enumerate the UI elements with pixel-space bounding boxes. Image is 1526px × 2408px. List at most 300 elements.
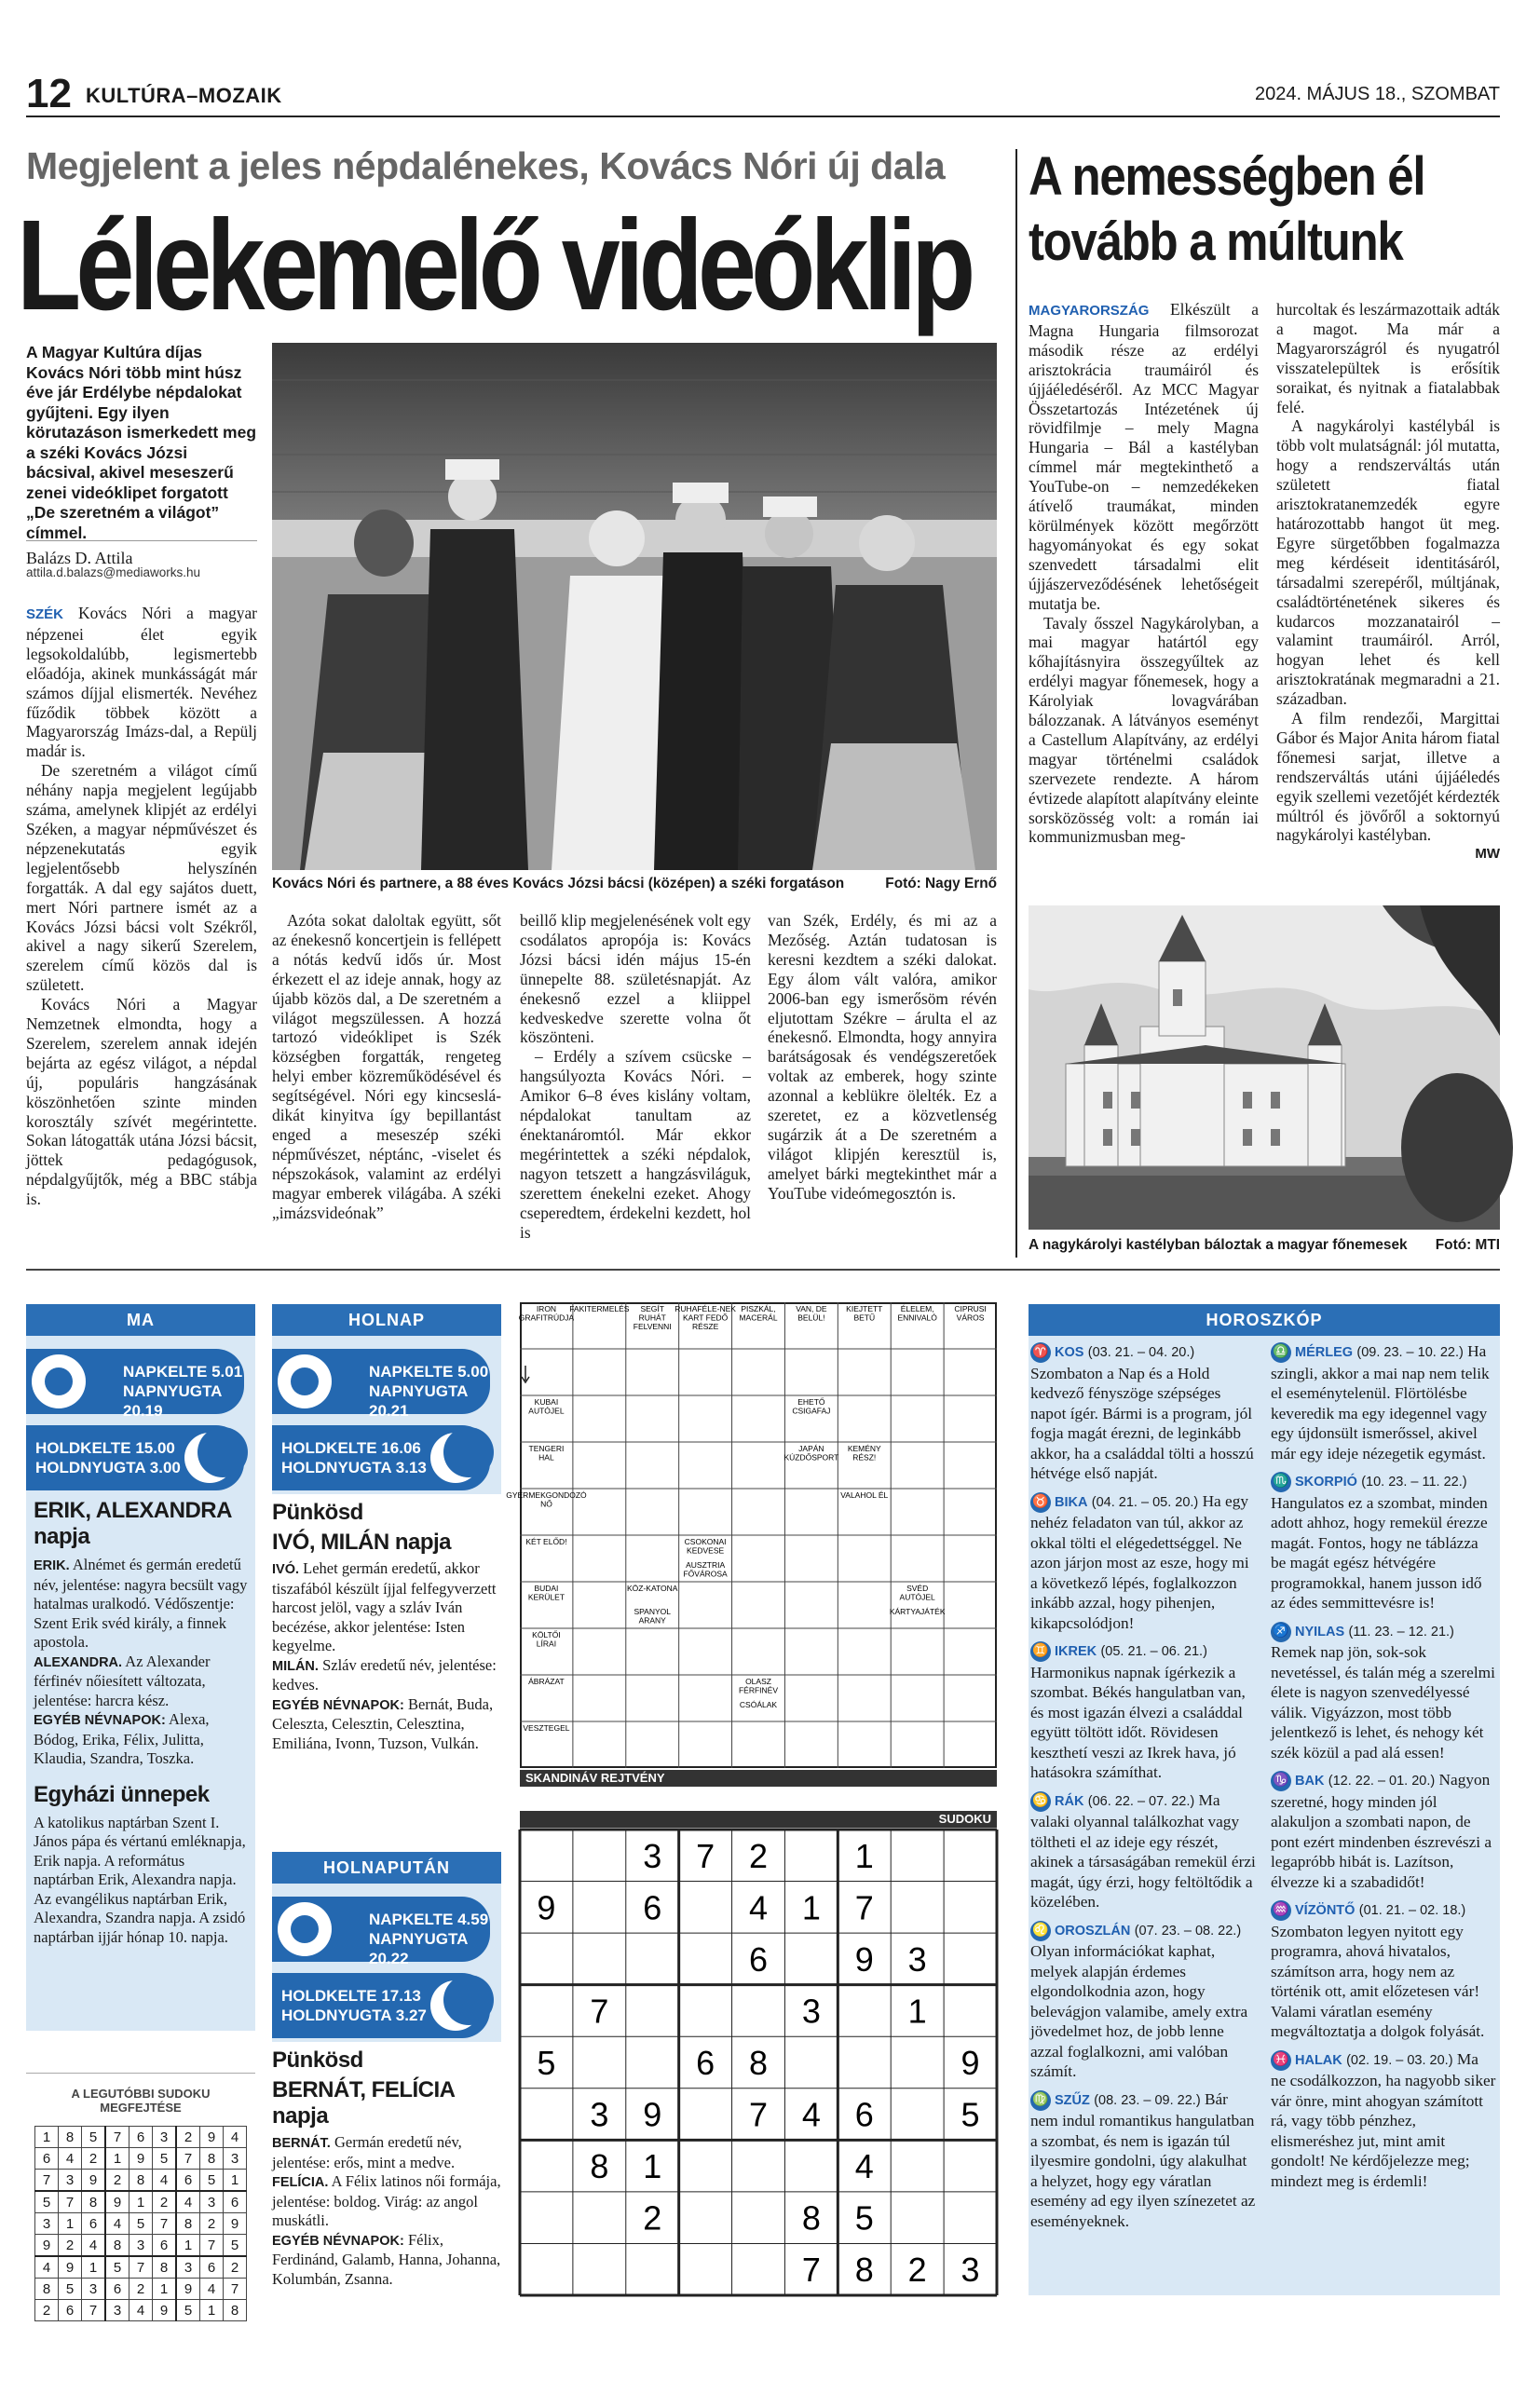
horoscope-text: Ha egy nehéz feladaton van túl, akkor az okkal tölti el elégedettséggel. Ne azon járjon most az esze, hogy mi a következő lépés, foglalkozzon inkább azzal, hogy pihenjen, kikapcsolódjon! (1030, 1491, 1249, 1632)
sudoku-cell[interactable]: 6 (748, 1939, 769, 1979)
solution-cell: 7 (200, 2235, 224, 2257)
solution-cell: 7 (153, 2213, 177, 2235)
crossword-clue: CSOKONAI KEDVESE (684, 1537, 727, 1556)
solution-row (35, 2279, 247, 2300)
sudoku-cell[interactable]: 1 (907, 1992, 927, 2031)
name-label: BERNÁT. (272, 2136, 331, 2151)
solution-cell: 8 (105, 2235, 129, 2257)
solution-cell: 4 (82, 2235, 106, 2257)
solution-cell: 7 (105, 2127, 129, 2148)
zodiac-dates: (05. 21. – 06. 21.) (1100, 1644, 1207, 1659)
name-label: IVÓ. (272, 1562, 300, 1577)
section-divider (26, 1269, 1500, 1271)
solution-cell: 4 (35, 2256, 59, 2279)
zodiac-icon: ♊ (1030, 1641, 1051, 1662)
solution-cell: 4 (153, 2170, 177, 2192)
name-description: A Félix latinos női formája, jelentése: boldog. Virág: az angol muskátli. (272, 2172, 501, 2229)
paragraph: Tavaly ősszel Nagykárolyban, a mai magyar határtól egy kőhajításnyira összegyűltek az erdélyi magyar főnemesek, hogy a Károlyiak lovagvárában bálozzanak. A látványos eseményt a Castellum Alapítvány, az erdélyi magyar történelmi családok szervezete rendezte. A három évtizede alapított alapítvány eleinte sorsközösség volt: a román iai kommunizmusban meg- (1029, 613, 1259, 847)
solution-cell: 8 (35, 2279, 59, 2300)
sun-icon (32, 1354, 86, 1408)
name-label: EGYÉB NÉVNAPOK: (272, 1697, 404, 1713)
solution-cell: 2 (200, 2213, 224, 2235)
feast-title: Egyházi ünnepek (34, 1781, 210, 1807)
issue-date: 2024. MÁJUS 18., SZOMBAT (1254, 84, 1500, 104)
author-name: Balázs D. Attila (26, 540, 257, 568)
zodiac-dates: (03. 21. – 04. 20.) (1087, 1345, 1195, 1360)
name-description: Félix, Ferdinánd, Galamb, Hanna, Johanna, Kolumbán, Zsanna. (272, 2230, 501, 2288)
panel-title: HOLNAP (272, 1304, 501, 1336)
sudoku-cell[interactable]: 1 (854, 1836, 874, 1875)
sudoku-cell[interactable]: 8 (748, 2044, 769, 2082)
crossword-clue: KÉT ELŐD! (525, 1537, 567, 1546)
sudoku-cell[interactable]: 7 (696, 1836, 715, 1875)
solution-cell: 4 (59, 2148, 82, 2170)
crossword-grid (506, 1302, 997, 1768)
side-article-headline (1029, 144, 1443, 275)
solution-cell: 2 (59, 2235, 82, 2257)
moonrise: HOLDKELTE 16.06 (281, 1439, 421, 1457)
horoscope-column-right (1271, 1341, 1496, 2198)
zodiac-dates: (06. 22. – 07. 22.) (1087, 1793, 1195, 1809)
sudoku-title: SUDOKU (520, 1811, 997, 1828)
zodiac-icon: ♌ (1030, 1921, 1051, 1941)
page-header (26, 73, 1500, 117)
solution-cell: 7 (129, 2256, 153, 2279)
solution-cell: 5 (129, 2213, 153, 2235)
solution-cell: 2 (176, 2127, 200, 2148)
solution-row (35, 2235, 247, 2257)
horoscope-text: Ma valaki olyannal találkozhat vagy töltheti el az ideje egy részét, akinek a társaságában remekül érzi magát, úgy érzi, hogy feltöltődik a közelében. (1030, 1790, 1256, 1911)
solution-cell: 3 (153, 2127, 177, 2148)
zodiac-icon: ♒ (1271, 1900, 1291, 1921)
horoscope-entry (1030, 1640, 1256, 1783)
sunset: NAPNYUGTA 20.19 (123, 1382, 222, 1420)
name-description: Lehet germán eredetű, akkor tiszafából készült íjjal felfegyverzett harcost jelöl, vagy a szláv Iván becézése, akkor jelentése: Isten kegyelme. (272, 1559, 497, 1654)
solution-cell: 7 (35, 2170, 59, 2192)
nameday-text (34, 1556, 248, 1769)
solution-cell: 5 (176, 2300, 200, 2321)
moon-icon (184, 1433, 235, 1483)
solution-cell: 5 (82, 2127, 106, 2148)
solution-cell: 7 (176, 2148, 200, 2170)
name-description: Az Alexander férfinév nőiesített változata, jelentése: harcra kész. (34, 1652, 211, 1709)
crossword-clue: ÁBRÁZAT (528, 1677, 565, 1686)
solution-row (35, 2256, 247, 2279)
solution-cell: 4 (105, 2213, 129, 2235)
sudoku-cell[interactable]: 2 (748, 1836, 769, 1875)
sudoku-cell[interactable]: 9 (854, 1939, 874, 1979)
zodiac-name: SZŰZ (1055, 2092, 1090, 2108)
sudoku-cell[interactable]: 7 (801, 2251, 821, 2290)
paragraph: hurcoltak és leszármazottaik adták a magot. Ma már a Magyarországról és nyugatról visszatelepültek is erősítik soraikat, és nyitnak a fiatalabbak felé. (1276, 300, 1500, 416)
crossword-clue: IRON GRAFITRÚDJA (518, 1304, 575, 1323)
sudoku-cell[interactable]: 5 (537, 2044, 556, 2082)
horoscope-column-left (1029, 1341, 1256, 2238)
solution-cell: 6 (200, 2256, 224, 2279)
horoscope-entry (1030, 1491, 1256, 1634)
solution-cell: 1 (153, 2279, 177, 2300)
moon-icon (430, 1433, 481, 1483)
crossword-clue: KIEJTETT BETŰ (846, 1304, 883, 1323)
zodiac-name: IKREK (1055, 1644, 1097, 1659)
zodiac-icon: ♉ (1030, 1492, 1051, 1513)
zodiac-icon: ♋ (1030, 1791, 1051, 1812)
horoscope-text: Ma ne csodálkozzon, ha nagyobb siker vár önre, mint ahogyan számított rá, vagy több pénzhez, elismeréshez jut, mint amit gondolt! Ne kérdőjelezze meg; mindezt meg is érdemli! (1271, 2049, 1496, 2190)
solution-cell: 5 (105, 2256, 129, 2279)
name-label: ALEXANDRA. (34, 1654, 123, 1670)
solution-cell: 6 (176, 2170, 200, 2192)
paragraph: – Erdély a szívem csücske – hangsúlyozta Kovács Nóri. – Amikor 6–8 éves kislány voltam, népdalokat tanultam az énektanáromtól. Már ekkor megérintettek a széki népdalok, nagyon tetszett a hangzásviláguk, szerettem énekelni ezeket. Ahogy cseperedtem, érdekelni kezdett, hol is (520, 1047, 751, 1242)
sudoku-cell[interactable]: 1 (801, 1888, 821, 1927)
photo-credit: Fotó: MTI (1435, 1237, 1500, 1253)
solution-cell: 4 (129, 2300, 153, 2321)
caption-text: Kovács Nóri és partnere, a 88 éves Kovács Józsi bácsi (középen) a széki forgatáson (272, 876, 845, 891)
solution-cell: 5 (35, 2191, 59, 2213)
sudoku-cell[interactable]: 8 (854, 2251, 874, 2290)
sudoku-cell[interactable]: 5 (961, 2095, 980, 2134)
sunrise: NAPKELTE 4.59 (369, 1911, 489, 1928)
nameday-text (272, 1559, 501, 1753)
solution-cell: 6 (82, 2213, 106, 2235)
moonset: HOLDNYUGTA 3.27 (281, 2007, 427, 2024)
horoscope-text: Olyan információkat kaphat, melyek alapján érdemes elgondolkodnia azon, hogy belevágjon valamibe, amely extra jövedelmet hoz, de jobb lenne azzal foglalkozni, ami valóban számít. (1030, 1942, 1248, 2080)
caption-text: A nagykárolyi kastélyban báloztak a magyar főnemesek (1029, 1237, 1408, 1253)
panel-title: MA (26, 1304, 255, 1336)
column-divider (1015, 149, 1017, 1258)
horoscope-entry (1271, 1899, 1496, 2042)
solution-cell: 9 (200, 2127, 224, 2148)
nameday-title: IVÓ, MILÁN napja (272, 1530, 452, 1555)
solution-cell: 7 (224, 2279, 247, 2300)
solution-cell: 6 (35, 2148, 59, 2170)
solution-row (35, 2148, 247, 2170)
solution-row (35, 2170, 247, 2192)
horoscope-entry (1030, 1790, 1256, 1912)
solution-cell: 1 (35, 2127, 59, 2148)
moonrise: HOLDKELTE 17.13 (281, 1987, 421, 2005)
article-lead: A Magyar Kultúra díjas Kovács Nóri több mint húsz éve jár Erdélybe népdalokat gyűjteni. Egy ilyen körutazáson ismerkedett meg a széki Kovács Józsi bácsival, akivel meseszerű zenei videóklipet forgatott „De szeretném a világot” címmel. (26, 343, 257, 542)
solution-cell: 5 (59, 2279, 82, 2300)
sudoku-cell[interactable]: 9 (643, 2095, 662, 2134)
calendar-tomorrow (272, 1304, 501, 1835)
solution-cell: 7 (59, 2191, 82, 2213)
horoscope-text: Szombaton legyen nyitott egy programra, ahová hivatalos, számítson arra, hogy nem az történik ott, amit előzetesen vár! Valami váratlan esemény megváltoztatja a dolgok folyását. (1271, 1922, 1485, 2040)
paragraph: Azóta sokat daloltak együtt, sőt az énekesnő koncertjein is fellépett a nótás kedvű idős úr. Most érkezett el az ideje annak, hogy az újabb közös dal, a De szeretném a világot megszülessen. A hozzá tartozó videóklipet is Szék községben forgatták, rengeteg helyi ember közreműködésével és segítségével. Nóri egy kincsesládikát kinyitva így bepillantást enged a meseszép széki népművészet, néptánc, -viselet és népszokások, valamint az erdélyi magyar emberek világába. A széki „imázsvideónak” (272, 911, 501, 1222)
crossword-clue: KÖLTŐI LÍRAI (532, 1630, 561, 1649)
sunrise: NAPKELTE 5.00 (369, 1363, 489, 1381)
name-label: EGYÉB NÉVNAPOK: (34, 1713, 166, 1728)
zodiac-name: BIKA (1055, 1494, 1088, 1510)
paragraph: Elkészült a Magna Hungaria filmsorozat második része az erdélyi arisztokrácia traumáiról és újjáéledéséről. Az MCC Magyar Összetartozás Intézetének új rövidfilmje – mely Magna Hungaria – Bál a kastélyban címmel már megtekinthető a YouTube-on – nemzedékeken átívelő traumákat, minden körülmények között megőrzött hagyományokat és egy sokat szenvedett társadalmi elit újjászerveződésének lehetőségeit mutatja be. (1029, 300, 1259, 613)
solution-cell: 6 (153, 2235, 177, 2257)
article-column-1 (26, 604, 257, 1209)
zodiac-name: NYILAS (1295, 1624, 1345, 1639)
crossword-clue: PISZKÁL, MACERÁL (739, 1304, 778, 1323)
zodiac-icon: ♐ (1271, 1622, 1291, 1642)
sun-moon-box (272, 1884, 501, 2042)
solution-cell: 3 (176, 2256, 200, 2279)
crossword-clue: VAN, DE BELÜL! (796, 1304, 827, 1323)
author-signature: MW (1475, 846, 1500, 863)
zodiac-name: RÁK (1055, 1793, 1084, 1809)
horoscope-text: Harmonikus napnak ígérkezik a szombat. Békés hangulatban van, és most igazán élvezi a családdal együtt töltött időt. Rövidesen keszthetí veszi az Ikrek hava, jó hatásokra számíthat. (1030, 1663, 1246, 1781)
sudoku-cell[interactable]: 6 (643, 1888, 662, 1927)
sudoku-cell[interactable]: 9 (961, 2044, 980, 2082)
zodiac-icon: ♏ (1271, 1472, 1291, 1492)
solution-cell: 9 (105, 2191, 129, 2213)
side-article-column-2 (1276, 300, 1500, 864)
castle-photo (1029, 905, 1500, 1230)
sudoku-cell[interactable]: 6 (854, 2095, 874, 2134)
solution-cell: 2 (153, 2191, 177, 2213)
zodiac-name: BAK (1295, 1774, 1325, 1789)
horoscope-text: Remek nap jön, sok-sok nevetéssel, és talán még a szerelmi élete is nagyon szenvedélyessé válik. Vigyázzon, most több jelentkező is lehet, és nehogy két szék közül a pad alá essen! (1271, 1643, 1495, 1762)
crossword-clue: VALAHOL ÉL (840, 1490, 889, 1500)
solution-cell: 8 (153, 2256, 177, 2279)
zodiac-dates: (07. 23. – 08. 22.) (1134, 1923, 1242, 1939)
sun-bar (26, 1349, 244, 1420)
sudoku-cell[interactable]: 4 (854, 2147, 874, 2186)
photo-group-illustration (272, 343, 997, 870)
name-label: EGYÉB NÉVNAPOK: (272, 2233, 404, 2249)
moonset: HOLDNYUGTA 3.00 (35, 1459, 181, 1476)
horoscope-entry (1271, 1471, 1496, 1613)
solution-grid (34, 2126, 247, 2321)
sun-icon (278, 1354, 332, 1408)
horoscope-entry (1271, 2049, 1496, 2192)
zodiac-name: MÉRLEG (1295, 1345, 1354, 1360)
paragraph: beillő klip megjelenésének volt egy csodálatos apropója is: Kovács Józsi bácsi idén május 15-én ünnepelte 88. születésnapját. Az énekesnő ezzel a kliippel kedveskedve szerette volna őt köszönteni. (520, 911, 751, 1047)
name-description: Germán eredetű név, jelentése: erős, mint a medve. (272, 2133, 462, 2171)
sun-bar (272, 1897, 490, 1967)
dateline: MAGYARORSZÁG (1029, 303, 1150, 319)
zodiac-name: OROSZLÁN (1055, 1923, 1131, 1939)
crossword-clue: ÉLELEM, ENNIVALÓ (897, 1304, 937, 1323)
paragraph: A film rendezői, Margittai Gábor és Major Anita három fiatal főnemesi sarjat, illetve a rendszerváltás utáni újjáéledés egyik szellemi vezetőjét kérdezték múltról és jövőről a soktornyú nagykárolyi kastélyban. (1276, 709, 1501, 845)
horoscope-entry (1271, 1770, 1496, 1892)
horoscope-text: Nagyon szeretné, hogy minden jól alakuljon a szombati napon, de pont ezért mindenben észrevészi a legapróbb hibát is. Lazítson, élvezze ki a szabadidőt! (1271, 1771, 1492, 1891)
solution-cell: 4 (176, 2191, 200, 2213)
moon-icon (430, 1980, 481, 2031)
solution-row (35, 2127, 247, 2148)
crossword-clue: VESZTEGEL (523, 1723, 570, 1733)
name-label: MILÁN. (272, 1658, 319, 1674)
photo-credit: Fotó: Nagy Ernő (885, 876, 997, 891)
solution-cell: 9 (35, 2235, 59, 2257)
nameday-title: ERIK, ALEXANDRA napja (34, 1498, 232, 1549)
crossword-title: SKANDINÁV REJTVÉNY (520, 1770, 997, 1787)
headline-line-1: A nemességben él (1029, 146, 1425, 207)
zodiac-dates: (04. 21. – 05. 20.) (1091, 1494, 1199, 1510)
sudoku-cell[interactable]: 7 (854, 1888, 874, 1927)
solution-cell: 2 (105, 2170, 129, 2192)
solution-cell: 5 (153, 2148, 177, 2170)
sudoku-grid (520, 1830, 997, 2295)
solution-cell: 4 (224, 2127, 247, 2148)
paragraph: Kovács Nóri a Magyar Nemzetnek elmondta, hogy a Szerelem, szerelem annak idején bejárta az egész világot, a népdal új, populáris hangzásának köszönhetően szinte minden korosztály szívét megérintette. Sokan látogatták utána Józsi bácsit, jöttek pedagógusok, népdalgyűjtők, még a BBC stábja is. (26, 995, 257, 1209)
crossword-clue: KÁRTYAJÁTÉK (889, 1607, 946, 1616)
paragraph: A nagykárolyi kastélybál is több volt mulatságnál: jól mutatta, hogy a rendszerváltás után született fiatal arisztokratanemzedék egyre határozottabb hangot üt meg. Egyre sürgetőbben fogalmazza meg kérdéseit identitásáról, társadalmi szerepéről, múltjának, családtörténetének sikeres és kudarcos mozzanatairól – valamint traumáiról. Arról, hogyan lehet és kell arisztokratának megmaradni a 21. században. (1276, 416, 1500, 709)
moonset: HOLDNYUGTA 3.13 (281, 1459, 427, 1476)
crossword-puzzle (506, 1302, 997, 1768)
article-kicker: Megjelent a jeles népdalénekes, Kovács Nóri új dala (26, 144, 946, 187)
castle-illustration (1029, 905, 1500, 1230)
solution-cell: 1 (129, 2191, 153, 2213)
solution-cell: 3 (35, 2213, 59, 2235)
horoscope-text: Ha szingli, akkor a mai nap nem telik el eseménytelenül. Flörtölésbe keveredik ma egy idegennel vagy egy újdonsült ismerőssel, akivel már egy ideje nézegetik egymást. (1271, 1342, 1490, 1462)
solution-cell: 1 (82, 2256, 106, 2279)
sudoku-cell[interactable]: 2 (643, 2198, 662, 2238)
sudoku-cell[interactable]: 5 (854, 2198, 874, 2238)
solution-cell: 2 (35, 2300, 59, 2321)
crossword-clue: EHETŐ CSIGAFAJ (792, 1397, 831, 1416)
solution-cell: 8 (224, 2300, 247, 2321)
sudoku-cell[interactable]: 6 (696, 2044, 715, 2082)
crossword-clue: KUBAI AUTÓJEL (528, 1397, 565, 1416)
section-name: KULTÚRA–MOZAIK (86, 84, 282, 107)
crossword-clue: RUHAFÉLE-NEK KART FEDŐ RÉSZE (674, 1304, 736, 1331)
solution-cell: 3 (200, 2191, 224, 2213)
solution-row (35, 2191, 247, 2213)
zodiac-name: SKORPIÓ (1295, 1475, 1357, 1490)
solution-cell: 6 (129, 2127, 153, 2148)
name-label: FELÍCIA. (272, 2175, 329, 2190)
article-photo (272, 343, 997, 870)
moon-bar (26, 1425, 244, 1490)
side-article-column-1 (1029, 300, 1259, 847)
zodiac-icon: ♎ (1271, 1342, 1291, 1363)
solution-cell: 5 (200, 2170, 224, 2192)
solution-cell: 3 (82, 2279, 106, 2300)
crossword-clue: KÖZ-KATONA (626, 1584, 678, 1593)
holiday-title: Pünkösd (272, 1500, 363, 1525)
dateline: SZÉK (26, 606, 64, 622)
moon-bar (272, 1973, 490, 2038)
solution-cell: 1 (59, 2213, 82, 2235)
solution-row (35, 2213, 247, 2235)
nameday-text (272, 2133, 501, 2289)
crossword-clue: FAKITERMELÉS (569, 1304, 630, 1313)
zodiac-name: HALAK (1295, 2052, 1342, 2068)
sudoku-cell[interactable]: 3 (590, 2095, 609, 2134)
name-description: Szláv eredetű név, jelentése: kedves. (272, 1655, 497, 1694)
zodiac-dates: (11. 23. – 12. 21.) (1348, 1624, 1454, 1639)
horoscope-text: Szombaton a Nap és a Hold kedvező fényszöge szépséges napot ígér. Bármi is a program, jól fogja magát érezni, de leginkább akkor, ha a családdal tölti a hosszú hétvége első napját. (1030, 1364, 1254, 1482)
solution-cell: 1 (224, 2170, 247, 2192)
solution-cell: 1 (200, 2300, 224, 2321)
holiday-title: Pünkösd (272, 2047, 363, 2073)
solution-cell: 5 (224, 2235, 247, 2257)
crossword-clue: OLASZ FÉRFINÉV (738, 1677, 779, 1695)
crossword-clue: GYERMEKGONDOZÓ NŐ (506, 1490, 587, 1509)
solution-cell: 2 (224, 2256, 247, 2279)
solution-cell: 2 (82, 2148, 106, 2170)
solution-cell: 8 (176, 2213, 200, 2235)
crossword-clue: CIPRUSI VÁROS (954, 1304, 987, 1323)
sun-moon-box (272, 1336, 501, 1494)
paragraph: Kovács Nóri a magyar népzenei élet egyik legsokoldalúbb, legismertebb előadója, akinek munkásságát már számos díjjal elismerték. Nevéhez fűződik többek között a Magyarország Imázs-dal, a Repülj madár is. (26, 604, 257, 761)
calendar-today (26, 1304, 255, 2031)
headline-line-2: tovább a múltunk (1029, 211, 1403, 272)
crossword-clue: SVÉD AUTÓJEL (899, 1584, 935, 1602)
sudoku-cell[interactable]: 4 (801, 2095, 821, 2134)
author-email: attila.d.balazs@mediaworks.hu (26, 565, 201, 579)
article-headline: Lélekemelő videóklip (17, 194, 971, 337)
last-sudoku-solution (26, 2073, 255, 2321)
sudoku-cell[interactable]: 8 (801, 2198, 821, 2238)
zodiac-dates: (08. 23. – 09. 22.) (1094, 2092, 1201, 2108)
horoscope-panel (1029, 1304, 1500, 2295)
zodiac-name: VÍZÖNTŐ (1295, 1903, 1356, 1918)
sudoku-cell[interactable]: 8 (590, 2147, 609, 2186)
sudoku-cell[interactable]: 1 (643, 2147, 662, 2186)
horoscope-entry (1030, 2089, 1256, 2232)
solution-row (35, 2300, 247, 2321)
crossword-clue: SEGÍT RUHÁT FELVENNI (633, 1304, 672, 1331)
sudoku-cell[interactable]: 4 (748, 1888, 769, 1927)
sun-moon-box (26, 1336, 255, 1494)
sudoku-cell[interactable]: 3 (801, 1992, 821, 2031)
name-label: ERIK. (34, 1558, 70, 1573)
crossword-clue: TENGERI HAL (528, 1444, 565, 1462)
solution-cell: 6 (224, 2191, 247, 2213)
solution-cell: 9 (82, 2170, 106, 2192)
crossword-clue: JAPÁN KÚZDŐSPORT (783, 1444, 839, 1462)
sunset: NAPNYUGTA 20.22 (369, 1930, 468, 1967)
zodiac-icon: ♑ (1271, 1771, 1291, 1791)
paragraph: van Szék, Erdély, és mi az a Mezőség. Aztán tudatosan is keresni kezdtem a széki dalokat. Egy álom vált valóra, amikor 2006-ban egy ismerősöm révén eljutottam Székre – árulta el az énekesnő. Elmondta, hogy annyira barátságosak és vendégszeretőek voltak az emberek, hogy szinte azonnal a keblükre ölelték. Ez a szeretet, ez a közvetlenség sugárzik át a De szeretném a világot klipjén keresztül is, amelyet bárki megtekinthet már a YouTube videómegosztón is. (768, 911, 997, 1203)
solution-cell: 8 (59, 2127, 82, 2148)
name-description: Alnémet és germán eredetű név, jelentése: nagyra becsült vagy hatalmas uralkodó. Védőszentje: Szent Erik svéd király, a finnek apostola. (34, 1556, 248, 1651)
zodiac-icon: ♈ (1030, 1342, 1051, 1363)
horoscope-title: HOROSZKÓP (1029, 1304, 1500, 1336)
zodiac-dates: (12. 22. – 01. 20.) (1328, 1774, 1436, 1789)
sudoku-cell[interactable]: 7 (590, 1992, 609, 2031)
sudoku-cell[interactable]: 3 (643, 1836, 662, 1875)
horoscope-entry (1030, 1920, 1256, 2082)
solution-cell: 3 (224, 2148, 247, 2170)
crossword-clue: SPANYOL ARANY (634, 1607, 671, 1626)
article-column-3 (520, 911, 751, 1242)
sudoku-cell[interactable]: 9 (537, 1888, 556, 1927)
sudoku-cell[interactable]: 7 (748, 2095, 769, 2134)
horoscope-entry (1271, 1621, 1496, 1763)
solution-cell: 3 (59, 2170, 82, 2192)
solution-cell: 4 (200, 2279, 224, 2300)
solution-cell: 1 (105, 2148, 129, 2170)
solution-cell: 9 (176, 2279, 200, 2300)
horoscope-text: Hangulatos ez a szombat, minden adott ahhoz, hogy remekül érezze magát. Fontos, hogy ne táblázza be magát egész hétvégére programokkal, hanem jusson idő az édes semmittevésre is! (1271, 1493, 1488, 1612)
sudoku-cell[interactable]: 3 (961, 2251, 980, 2290)
sudoku-cell[interactable]: 3 (907, 1939, 927, 1979)
solution-cell: 2 (129, 2279, 153, 2300)
horoscope-entry (1030, 1341, 1256, 1484)
solution-cell: 8 (200, 2148, 224, 2170)
zodiac-dates: (10. 23. – 11. 22.) (1361, 1475, 1467, 1490)
solution-cell: 8 (129, 2170, 153, 2192)
sunrise: NAPKELTE 5.01 (123, 1363, 243, 1381)
solution-cell: 9 (224, 2213, 247, 2235)
zodiac-dates: (01. 21. – 02. 18.) (1358, 1903, 1466, 1918)
sun-bar (272, 1349, 490, 1420)
solution-cell: 9 (153, 2300, 177, 2321)
solution-title-line: MEGFEJTÉSE (100, 2101, 182, 2115)
paragraph: De szeretném a világot című néhány napja megjelent legújabb száma, amelynek klipjét az erdélyi Széken, a magyar népművészet és népzenekutatás egyik legjelentősebb helyszínén forgatták. A dal egy sajátos duett, mert Nóri partnere ismét az a Kovács Józsi bácsi volt Székről, akivel a nagy sikerű Szerelem, szerelem című közös dal is született. (26, 761, 257, 995)
sudoku-puzzle (520, 1830, 997, 2295)
sudoku-cell[interactable]: 2 (907, 2251, 927, 2290)
horoscope-text: Bár nem indul romantikus hangulatban a szombat, és nem is igazán túl ilyesmire gondolni, úgy alakulhat a helyzet, hogy egy váratlan esemény ad egy ilyen színezetet az eseményeknek. (1030, 2089, 1256, 2230)
name-description: Bernát, Buda, Celeszta, Celesztin, Celesztina, Emiliána, Ivonn, Tuzson, Vulkán. (272, 1694, 494, 1752)
